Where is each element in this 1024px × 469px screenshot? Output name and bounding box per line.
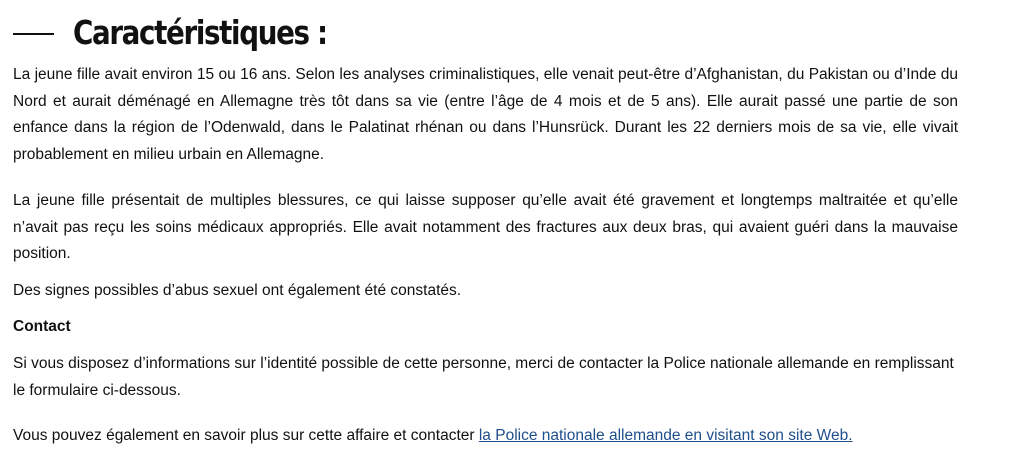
contact-paragraph: Si vous disposez d’informations sur l’identité possible de cette personne, merci de contacter la Police nationale allemande en remplissant le formulaire ci-dessous.: [13, 355, 954, 399]
heading-rule-divider: [13, 33, 54, 35]
injuries-paragraph: La jeune fille présentait de multiples blessures, ce qui laisse supposer qu’elle avait été gravement et longtemps maltraitée et qu’elle n’avait pas reçu les soins médicaux appropriés. Elle avait notamment des fractures aux deux bras, qui avaient guéri dans la mauvaise position.: [13, 192, 958, 262]
section-header: [13, 12, 375, 54]
police-website-link[interactable]: la Police nationale allemande en visitant son site Web.: [478, 427, 853, 444]
more-info-text: Vous pouvez également en savoir plus sur cette affaire et contacter: [13, 427, 479, 444]
abuse-paragraph: Des signes possibles d’abus sexuel ont également été constatés.: [13, 282, 462, 299]
contact-heading: Contact: [13, 318, 71, 335]
description-paragraph: La jeune fille avait environ 15 ou 16 ans. Selon les analyses criminalistiques, elle venait peut-être d’Afghanistan, du Pakistan ou d’Inde du Nord et aurait déménagé en Allemagne très tôt dans sa vie (entre l’âge de 4 mois et de 5 ans). Elle aurait passé une partie de son enfance dans la région de l’Odenwald, dans le Palatinat rhénan ou dans l’Hunsrück. Durant les 22 derniers mois de sa vie, elle vivait probablement en milieu urbain en Allemagne.: [13, 66, 958, 163]
section-title: Caractéristiques :: [73, 13, 327, 52]
more-info-paragraph: [13, 423, 958, 450]
